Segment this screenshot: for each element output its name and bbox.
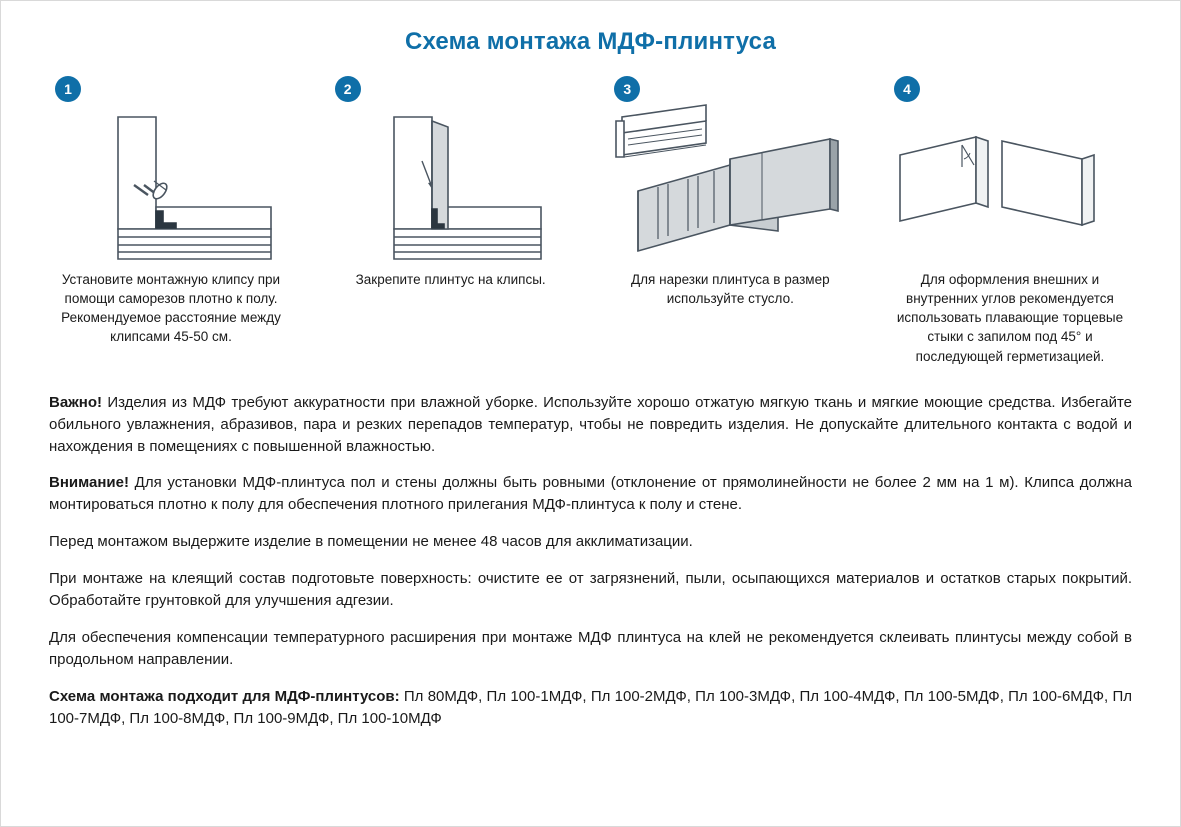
note-paragraph-1 <box>49 392 1132 458</box>
step-3 <box>604 76 856 366</box>
step-2-caption: Закрепите плинтус на клипсы. <box>355 272 546 287</box>
step-1 <box>45 76 297 366</box>
corner-joint-45-icon <box>890 99 1130 269</box>
step-3-figure <box>604 98 856 270</box>
note-paragraph-6 <box>49 686 1132 730</box>
step-2 <box>325 76 577 366</box>
step-1-badge: 1 <box>55 76 81 102</box>
note-2-label: Внимание! <box>49 474 129 492</box>
step-1-caption: Установите монтажную клипсу при помощи саморезов плотно к полу. Рекомендуемое расстояние между клипсами 45-50 см. <box>61 272 281 345</box>
note-paragraph-3 <box>49 531 1132 553</box>
note-2-text: Для установки МДФ-плинтуса пол и стены должны быть ровными (отклонение от прямолинейности не более 2 мм на 1 м). Клипса должна монтироваться плотно к полу для обеспечения плотного прилегания МДФ-плинтуса к полу и стене. <box>49 474 1132 514</box>
step-4-figure <box>884 98 1136 270</box>
skirting-snap-on-clip-icon <box>336 99 566 269</box>
step-4 <box>884 76 1136 366</box>
note-6-label: Схема монтажа подходит для МДФ-плинтусов: <box>49 687 400 705</box>
step-4-badge: 4 <box>894 76 920 102</box>
step-2-badge: 2 <box>335 76 361 102</box>
note-paragraph-2 <box>49 472 1132 516</box>
wall-floor-clip-screw-icon <box>56 99 286 269</box>
note-1-text: Изделия из МДФ требуют аккуратности при влажной уборке. Используйте хорошо отжатую мягкую ткань и мягкие моющие средства. Избегайте обильного увлажнения, абразивов, пара и резких перепадов температур, чтобы не повредить изделия. Не допускайте длительного контакта с водой и нахождения в помещениях с повышенной влажностью. <box>49 393 1132 455</box>
note-paragraph-4 <box>49 568 1132 612</box>
step-1-figure <box>45 98 297 270</box>
note-paragraph-5 <box>49 627 1132 671</box>
page-title: Схема монтажа МДФ-плинтуса <box>404 28 777 55</box>
notes-section <box>1 392 1180 730</box>
step-4-caption: Для оформления внешних и внутренних углов рекомендуется использовать плавающие торцевые стыки с запилом под 45° и последующей герметизацией. <box>896 272 1124 364</box>
miter-box-saw-icon <box>610 99 850 269</box>
note-5-text: Для обеспечения компенсации температурного расширения при монтаже МДФ плинтуса на клей не рекомендуется склеивать плинтусы между собой в продольном направлении. <box>49 628 1132 668</box>
note-6-text: Пл 80МДФ, Пл 100-1МДФ, Пл 100-2МДФ, Пл 100-3МДФ, Пл 100-4МДФ, Пл 100-5МДФ, Пл 100-6МДФ, Пл 100-7МДФ, Пл 100-8МДФ, Пл 100-9МДФ, Пл 100-10МДФ <box>49 687 1132 727</box>
step-2-figure <box>325 98 577 270</box>
step-3-badge: 3 <box>614 76 640 102</box>
step-3-caption: Для нарезки плинтуса в размер используйте стусло. <box>631 272 830 307</box>
note-3-text: Перед монтажом выдержите изделие в помещении не менее 48 часов для акклиматизации. <box>49 533 693 551</box>
steps-row <box>1 76 1180 366</box>
note-4-text: При монтаже на клеящий состав подготовьте поверхность: очистите ее от загрязнений, пыли, осыпающихся материалов и остатков старых покрытий. Обработайте грунтовкой для улучшения адгезии. <box>49 570 1132 610</box>
note-1-label: Важно! <box>49 393 103 411</box>
